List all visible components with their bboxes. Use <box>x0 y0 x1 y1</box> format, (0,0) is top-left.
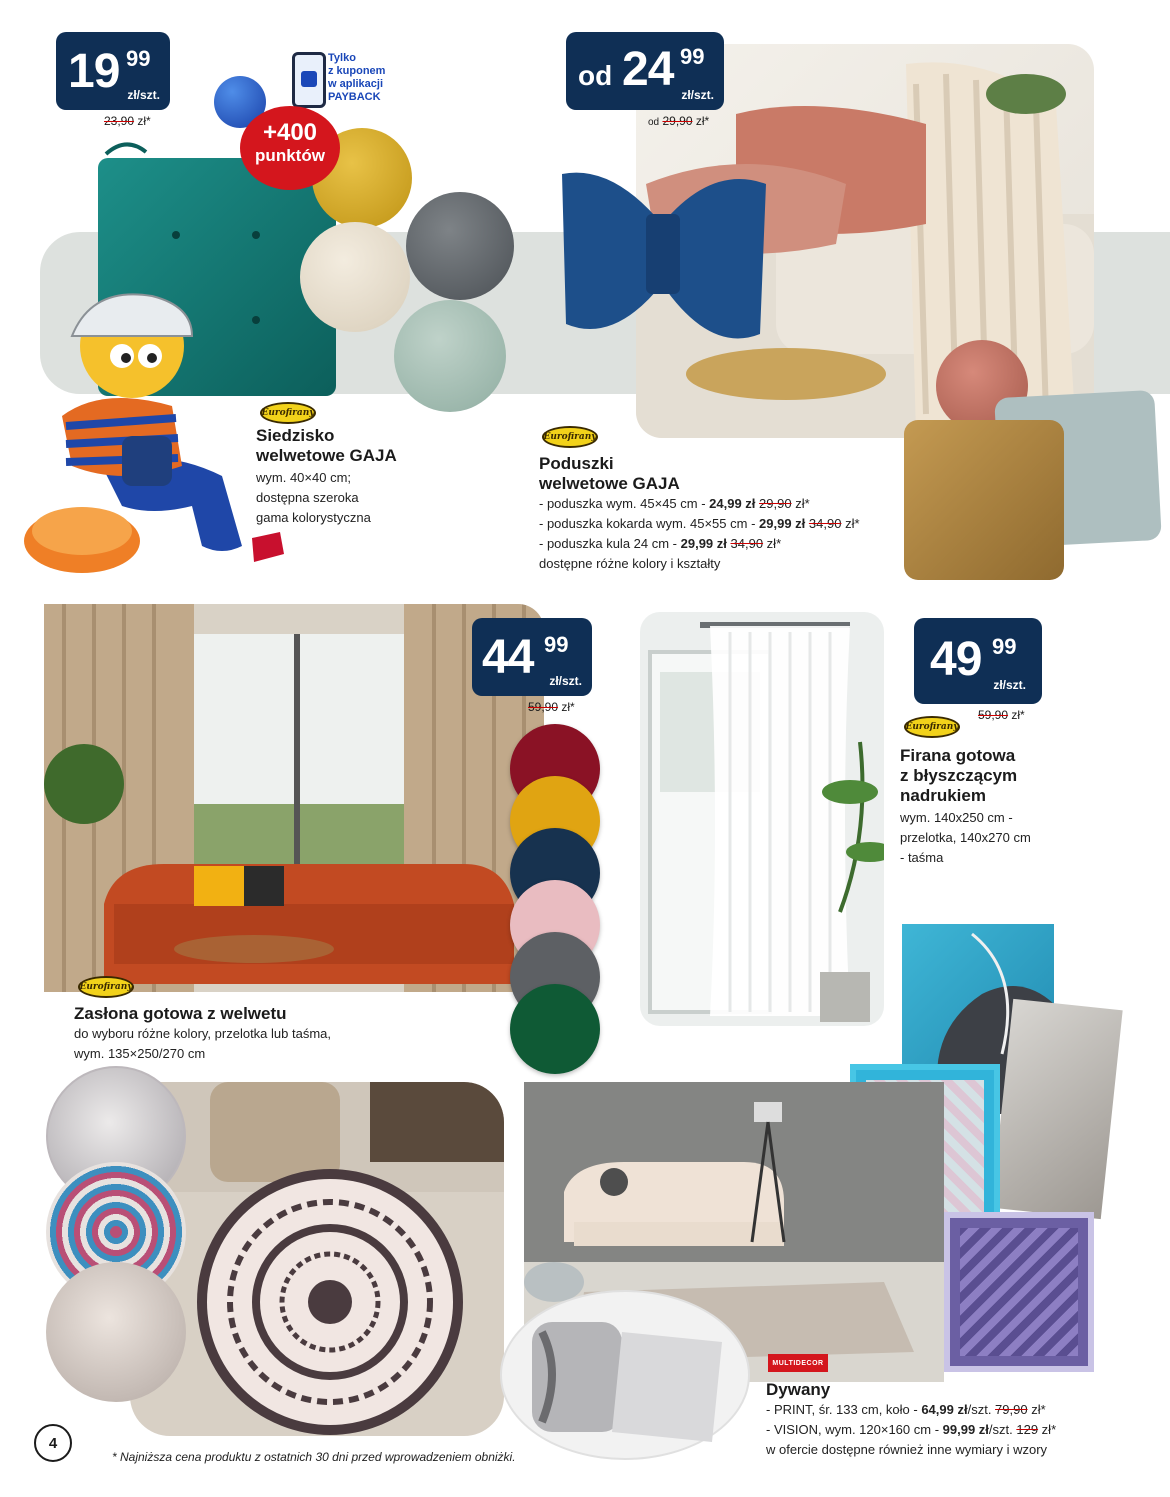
page-number: 4 <box>34 1424 72 1462</box>
payback-line4: PAYBACK <box>328 91 381 103</box>
sheer-old-price: 59,90 zł* <box>978 708 1025 722</box>
velvet-curtain-photo <box>44 604 544 992</box>
curtain-old-price: 59,90 zł* <box>528 700 575 714</box>
rug-item-1: - PRINT, śr. 133 cm, koło - 64,99 zł/szt. 79,90 zł* <box>766 1402 1046 1417</box>
sheer-price-tag <box>914 618 1042 704</box>
pillows-description <box>539 494 860 574</box>
rolled-rugs-circle <box>500 1290 750 1460</box>
beige-abstract-round-rug <box>46 1262 186 1402</box>
pillows-footer: dostępne różne kolory i kształty <box>539 556 721 571</box>
price-unit: zł/szt. <box>993 678 1026 692</box>
sheer-title: Firana gotowa z błyszczącym nadrukiem <box>900 746 1018 805</box>
points-value: +400 <box>262 119 318 146</box>
eurofirany-logo: Eurofirany <box>260 402 316 424</box>
footnote: * Najniższa cena produktu z ostatnich 30 dni przed wprowadzeniem obniżki. <box>112 1450 516 1464</box>
rugs-description <box>766 1400 1056 1460</box>
price-main: 44 <box>482 631 534 684</box>
price-unit: zł/szt. <box>127 88 160 102</box>
seat-cushion-description: wym. 40×40 cm; dostępna szeroka gama kolorystyczna <box>256 470 371 525</box>
seat-cushion-old-price: 23,90 zł* <box>104 114 151 128</box>
rug-item-2: - VISION, wym. 120×160 cm - 99,99 zł/szt. 129 zł* <box>766 1422 1057 1437</box>
price-cents: 99 <box>992 634 1017 659</box>
price-unit: zł/szt. <box>549 674 582 688</box>
rugs-title: Dywany <box>766 1380 831 1399</box>
rugs-footer: w ofercie dostępne również inne wymiary i wzory <box>766 1442 1048 1457</box>
pillows-old-price: od 29,90 zł* <box>648 114 710 128</box>
mustard-square-pillow <box>904 420 1064 580</box>
payback-line2: z kuponem <box>328 65 386 77</box>
mint-round-cushion <box>394 300 506 412</box>
pillows-price-tag <box>566 32 724 110</box>
pillow-item-3: - poduszka kula 24 cm - 29,99 zł 34,90 zł* <box>539 536 782 551</box>
price-unit: zł/szt. <box>681 88 714 102</box>
price-main: 49 <box>930 633 982 686</box>
vision-rug-grey <box>991 999 1122 1219</box>
payback-line1: Tylko <box>328 52 356 64</box>
sheer-description: wym. 140x250 cm - przelotka, 140x270 cm - taśma <box>900 810 1031 865</box>
eurofirany-logo: Eurofirany <box>542 426 598 448</box>
round-mandala-rug-room <box>130 1082 504 1436</box>
curtain-description: do wyboru różne kolory, przelotka lub taśma, wym. 135×250/270 cm <box>74 1026 331 1061</box>
curtain-title: Zasłona gotowa z welwetu <box>74 1004 287 1023</box>
blue-bow-pillow <box>556 164 772 346</box>
eurofirany-logo: Eurofirany <box>904 716 960 738</box>
price-cents: 99 <box>126 46 151 71</box>
price-prefix: od <box>578 60 613 91</box>
multidecor-logo: MULTIDECOR <box>768 1354 828 1372</box>
price-main: 24 <box>622 43 674 96</box>
price-cents: 99 <box>544 632 569 657</box>
seat-cushion-title: Siedzisko welwetowe GAJA <box>256 426 397 465</box>
cream-round-cushion <box>300 222 410 332</box>
pillow-item-2: - poduszka kokarda wym. 45×55 cm - 29,99 zł 34,90 zł* <box>539 516 860 531</box>
sheer-curtain-photo <box>640 612 884 1026</box>
phone-icon <box>292 52 326 108</box>
points-label: punktów <box>255 146 325 165</box>
price-cents: 99 <box>680 44 705 69</box>
curtain-color-swatch <box>510 984 600 1074</box>
bee-mascot-illustration <box>22 276 292 598</box>
vision-rug-purple-pattern <box>944 1212 1094 1372</box>
app-icon <box>301 71 317 87</box>
points-badge <box>240 106 340 190</box>
eurofirany-logo: Eurofirany <box>78 976 134 998</box>
pillow-item-1: - poduszka wym. 45×45 cm - 24,99 zł 29,90 zł* <box>539 496 810 511</box>
payback-line3: w aplikacji <box>328 78 384 90</box>
seat-cushion-price-tag <box>56 32 170 110</box>
grey-round-cushion <box>406 192 514 300</box>
price-main: 19 <box>68 45 120 98</box>
curtain-price-tag <box>472 618 592 696</box>
pillows-title: Poduszki welwetowe GAJA <box>539 454 680 493</box>
